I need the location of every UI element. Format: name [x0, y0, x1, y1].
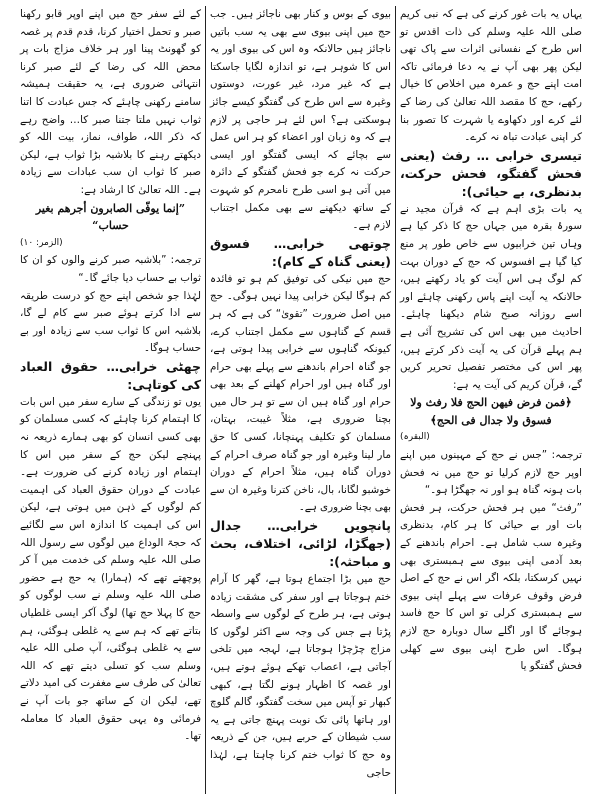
translation: ترجمہ: ”جس نے حج کے مہینوں میں اپنے اوپر حج لازم کرلیا تو حج میں نہ فحش بات ہونہ گناہ ہو اور نہ جھگڑا ہو۔“ — [400, 449, 582, 497]
paragraph: یہ بات بڑی اہم ہے کہ قرآن مجید نے سورۂ بقرہ میں جہاں حج کا ذکر کیا ہے وہاں تین خرابیوں سے خاص طور پر منع کیا گیا ہے افسوس کہ حج کے دوران بہت کم لوگ ہی اس آیت کو یاد رکھتے ہیں، حالانکہ یہ آیت اپنے پاس رکھنی چاہئے اور اسے روزانہ صبح شام دیکھنا چاہئے۔ احادیث میں بھی اس کی تشریح آئی ہے ہم پہلے قرآن کی یہ آیت ذکر کرتے ہیں، پھر اس کی مختصر تفصیل تحریر کریں گے، قرآن کریم کی آیت یہ ہے: — [400, 202, 582, 391]
paragraph: ”رفث“ میں ہر فحش حرکت، ہر فحش بات اور بے حیائی کا ہر کام، بدنظری وغیرہ سب شامل ہے۔ احرام باندھنے کے بعد آدمی اپنی بیوی سے ہمبستری بھی نہیں کرسکتا، بلکہ اگر اس نے حج کے اصل فرض وقوف عرفات سے پہلے اپنی بیوی سے ہمبستری کرلی تو اس کا حج فاسد ہوجائے گا اور اگلے سال دوبارہ حج لازم ہوگا۔ اس طرح اپنی بیوی سے کھلی فحش گفتگو یا — [400, 501, 582, 673]
verse-reference: (الزمر: ١٠) — [20, 237, 63, 248]
paragraph: حج میں نیکی کی توفیق کم ہو تو فائدہ کم ہوگا لیکن خرابی پیدا نہیں ہوگی۔ حج میں اصل ضرورت ”تقویٰ“ کی ہے کہ ہر قسم کے گناہوں سے مکمل اجتناب کرے، کیونکہ گناہوں سے خرابی پیدا ہوتی ہے، جو گناہ احرام باندھنے سے پہلے بھی حرام اور گناہ ہیں اور احرام کھلنے کے بعد بھی حرام اور گناہ ہیں ان سے تو ہر حال میں بچنا ضروری ہے، مثلاً غیبت، بہتان، مسلمان کو تکلیف پہنچانا، کسی کا حق مار لینا وغیرہ اور جو گناہ صرف احرام کے دوران گناہ ہیں، مثلاً احرام کے دوران خوشبو لگانا، بال، ناخن کترنا وغیرہ ان سے بھی بچنا ضروری ہے۔ — [210, 272, 391, 514]
paragraph: حج میں بڑا اجتماع ہوتا ہے، گھر کا آرام ختم ہوجاتا ہے اور سفر کی مشقت زیادہ ہوتی ہے، ہر طرح کے لوگوں سے واسطہ پڑتا ہے جس کی وجہ سے اکثر لوگوں کا مزاج چڑچڑا ہوجاتا ہے، لہجہ میں تلخی آجاتی ہے، اعصاب تھکے ہوئے ہوتے ہیں، اور غصہ کا اظہار ہونے لگتا ہے، کبھی کبھار تو آپس میں سخت گفتگو، گالم گلوچ اور ہاتھا پائی تک نوبت پہنچ جاتی ہے یہ سب شیطان کے حربے ہیں، جن کے ذریعہ وہ حج کا ثواب ختم کرنا چاہتا ہے، لہٰذا حاجی — [210, 573, 391, 779]
paragraph: کے لئے سفر حج میں اپنے اوپر قابو رکھنا صبر و تحمل اختیار کرنا، قدم قدم پر غصہ کو گھونٹ پینا اور ہر خلاف مزاج بات پر محض اللہ کی رضا کے لئے صبر کرنا انتہائی ضروری ہے، یہ حقیقت ہمیشہ سامنے رکھنی چاہئے کہ جس عبادت کا اتنا ثواب نہیں ملتا جتنا صبر کا… واضح رہے کہ ذکر اللہ، طواف، نماز، بیت اللہ کو دیکھتے رہنے کا بلاشبہ بڑا ثواب ہے، لیکن صبر کا ثواب ان سب عبادات سے زیادہ ہے۔ اللہ تعالیٰ کا ارشاد ہے: — [20, 8, 201, 196]
quran-verse: ”إنما یوفّی الصابرون أجرھم بغیر حساب“ — [35, 201, 186, 233]
section-heading: تیسری خرابی … رفث (یعنی فحش گفتگو، فحش حرکت، بدنظری، بے حیائی): — [400, 147, 582, 199]
paragraph: یہاں یہ بات غور کرنے کی ہے کہ نبی کریم صلی اللہ علیہ وسلم کی ذات اقدس تو اس طرح کے نفسانی اثرات سے پاک تھی لیکن پھر بھی آپ نے یہ دعا فرمائی تاکہ امت اپنے حج و عمرہ میں اخلاص کا خیال رکھے، حج کا مقصد اللہ تعالیٰ کی رضا کے لئے کرے اور دکھاوے یا شہرت کا تصور بنا کر اپنی عبادت تباہ نہ کرے۔ — [400, 8, 582, 144]
column-left — [16, 6, 206, 794]
paragraph: لہٰذا جو شخص اپنے حج کو درست طریقہ سے ادا کرتے ہوئے صبر سے کام لے گا، بلاشبہ اس کا ثواب سب سے زیادہ اور بے حساب ہوگا۔ — [20, 289, 201, 355]
column-right — [396, 6, 586, 794]
paragraph: بیوی کے بوس و کنار بھی ناجائز ہیں۔ جب حج میں اپنی بیوی سے بھی یہ سب باتیں ناجائز ہیں حالانکہ وہ اس کی بیوی اور یہ اس کا شوہر ہے، تو اندازہ لگایا جاسکتا ہے کہ غیر مرد، غیر عورت، دوستوں وغیرہ سے اس طرح کی گفتگو کیسے جائز ہوسکتی ہے؟ اس لئے ہر حاجی پر لازم ہے کہ وہ زبان اور اعضاء کو ہر اس عمل سے بچائے کہ ایسی گفتگو اور ایسی حرکت نہ کرے جو فحش گفتگو کے دائرہ میں آتی ہو اسی طرح نامحرم کو شہوت کے ساتھ دیکھنے سے بھی مکمل اجتناب لازم ہے۔ — [210, 8, 391, 232]
section-heading: چوتھی خرابی… فسوق (یعنی گناہ کے کام): — [210, 235, 391, 269]
quran-verse: ﴿فمن فرض فیھن الحج فلا رفث ولا فسوق ولا جدال فی الحج﴾ — [410, 396, 572, 427]
paragraph: یوں تو زندگی کے سارے سفر میں اس بات کا اہتمام کرنا چاہئے کہ کسی مسلمان کو بھی کسی انسان کو بھی ہمارے ذریعہ نہ پہنچے لیکن حج کے سفر میں اس کا اہتمام اور زیادہ کرنے کی ضرورت ہے۔ عبادت کے دوران حقوق العباد کی اہمیت کم لوگوں کے ذہن میں ہوتی ہے، لیکن اس کی اہمیت کا اندازہ اس سے لگائیے کہ حجۃ الوداع میں لوگوں سے رسول اللہ صلی اللہ علیہ وسلم کی خدمت میں آ کر پوچھتے تھے کہ (ہمارا) یہ حج ہے حضور صلی اللہ علیہ وسلم نے سب لوگوں کو حج کا پہلا حج تھا) لوگ آکر ایسی غلطیاں بتاتے تھے کہ ہم سے یہ غلطی ہوگئی، ہم سے یہ غلطی ہوگئی، آپ صلی اللہ علیہ وسلم سب کو تسلی دیتے تھے کہ اللہ تعالیٰ کی طرف سے مغفرت کی امید دلاتے تھے، لیکن ان کے ساتھ جو بات آپ نے فرمائی وہ یہی حقوق العباد کا معاملہ تھا۔ — [20, 395, 201, 743]
section-heading: پانچویں خرابی… جدال (جھگڑا، لڑائی، اختلاف، بحث و مباحثہ): — [210, 518, 391, 570]
translation: ترجمہ: ”بلاشبہ صبر کرنے والوں کو ان کا ثواب بے حساب دیا جائے گا۔“ — [20, 254, 201, 284]
verse-reference: (البقرہ) — [400, 432, 430, 443]
section-heading: چھٹی خرابی… حقوق العباد کی کوتاہی: — [20, 358, 201, 392]
column-middle — [206, 6, 396, 794]
